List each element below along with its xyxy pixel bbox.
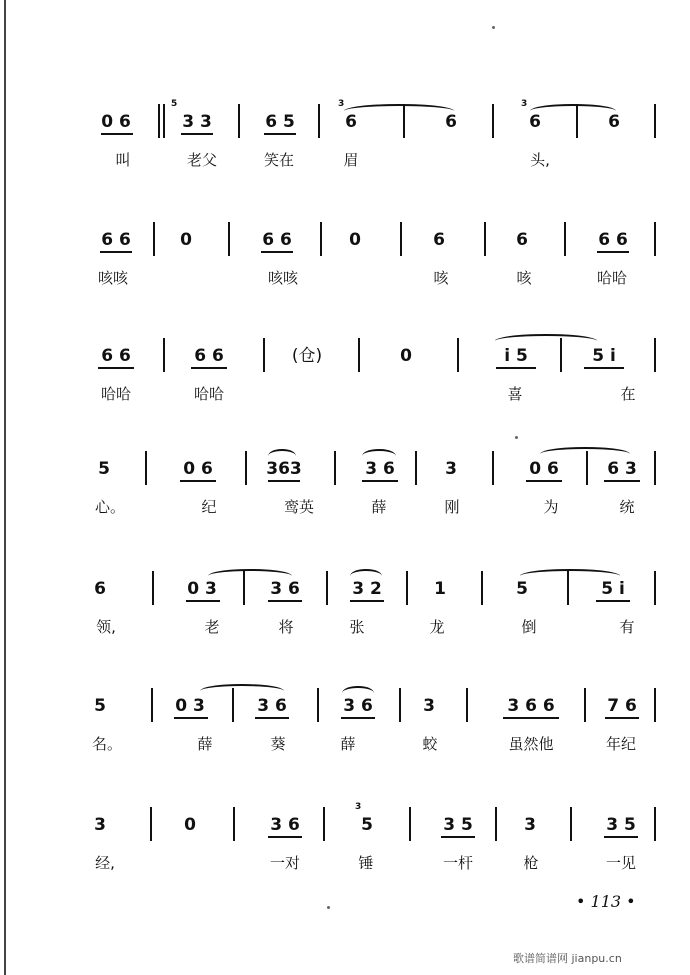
score-row-7 — [0, 802, 690, 895]
bar-line — [654, 104, 656, 138]
bar-line — [654, 807, 656, 841]
percussion-mark: (仓) — [291, 346, 323, 366]
lyric: 在 — [620, 385, 636, 403]
note: 6 — [608, 112, 620, 132]
note-group: 7 6 — [607, 696, 637, 716]
bar-line — [323, 807, 325, 841]
grace-note: 3 — [521, 99, 528, 109]
note-group: 3 5 — [606, 815, 636, 835]
slur-tie — [530, 104, 616, 118]
note: 5 — [94, 696, 106, 716]
lyric: 经, — [95, 854, 115, 872]
bar-line — [654, 571, 656, 605]
bar-line — [152, 571, 154, 605]
lyric: 统 — [619, 498, 635, 516]
lyric: 哈哈 — [100, 385, 132, 403]
note-group: 6 5 — [265, 112, 295, 132]
bar-line — [238, 104, 240, 138]
note: 3 — [445, 459, 457, 479]
score-row-4 — [0, 459, 690, 539]
lyric: 叫 — [115, 151, 131, 169]
lyric: 蛟 — [422, 735, 438, 753]
underline-beam — [100, 251, 132, 253]
bar-line — [158, 104, 160, 138]
note-group: 3 6 — [270, 815, 300, 835]
lyric: 薛 — [340, 735, 356, 753]
underline-beam — [180, 480, 216, 482]
lyric: 薛 — [197, 735, 213, 753]
underline-beam — [362, 480, 398, 482]
lyric: 头, — [530, 151, 550, 169]
note: 5 — [516, 579, 528, 599]
note-group: 0 6 — [183, 459, 213, 479]
underline-beam — [584, 367, 624, 369]
bar-line — [163, 338, 165, 372]
note-group: 3 2 — [352, 579, 382, 599]
bar-line — [492, 451, 494, 485]
note-group: 3 6 6 — [507, 696, 555, 716]
scan-speck — [515, 436, 518, 439]
lyric: 心。 — [94, 498, 126, 516]
underline-beam — [596, 600, 630, 602]
note-group: 6 6 — [101, 230, 131, 250]
note: 1 — [434, 579, 446, 599]
underline-beam — [268, 480, 300, 482]
bar-line — [481, 571, 483, 605]
bar-line — [232, 688, 234, 722]
bar-line — [243, 571, 245, 605]
bar-line — [320, 222, 322, 256]
note: 6 — [529, 112, 541, 132]
score-row-1 — [0, 99, 690, 192]
bar-line — [409, 807, 411, 841]
note-group: 6 3 — [607, 459, 637, 479]
bar-line — [233, 807, 235, 841]
score-row-6 — [0, 696, 690, 776]
underline-beam — [268, 836, 302, 838]
lyric: 为 — [543, 498, 559, 516]
note: 5 — [98, 459, 110, 479]
bar-line — [654, 451, 656, 485]
bar-line — [263, 338, 265, 372]
grace-note: 3 — [338, 99, 345, 109]
underline-beam — [174, 717, 208, 719]
underline-beam — [350, 600, 384, 602]
lyric: 枪 — [523, 854, 539, 872]
note: 0 — [180, 230, 192, 250]
lyric: 将 — [278, 618, 294, 636]
note-group: 0 3 — [187, 579, 217, 599]
bar-line — [654, 338, 656, 372]
lyric: 刚 — [444, 498, 460, 516]
note-group: 0 6 — [101, 112, 131, 132]
scan-speck — [327, 906, 330, 909]
bar-line — [403, 104, 405, 138]
lyric: 老父 — [186, 151, 218, 169]
bar-line — [406, 571, 408, 605]
bar-line — [484, 222, 486, 256]
note: 6 — [345, 112, 357, 132]
bar-line — [457, 338, 459, 372]
note: 0 — [184, 815, 196, 835]
note-group: 5 i — [601, 579, 625, 599]
page-number: • 113 • — [576, 892, 636, 911]
note-group: 3 3 — [182, 112, 212, 132]
underline-beam — [186, 600, 220, 602]
lyric: 龙 — [429, 618, 445, 636]
lyric: 老 — [204, 618, 220, 636]
lyric: 纪 — [201, 498, 217, 516]
lyric: 名。 — [91, 735, 123, 753]
note: 6 — [516, 230, 528, 250]
underline-beam — [261, 251, 293, 253]
lyric: 哈哈 — [193, 385, 225, 403]
bar-line — [245, 451, 247, 485]
underline-beam — [441, 836, 475, 838]
bar-line — [145, 451, 147, 485]
lyric: 咳咳 — [267, 269, 299, 287]
lyric: 领, — [96, 618, 116, 636]
note-group: 6 6 — [101, 346, 131, 366]
bar-line — [492, 104, 494, 138]
underline-beam — [268, 600, 302, 602]
lyric: 咳咳 — [97, 269, 129, 287]
lyric: 喜 — [507, 385, 523, 403]
lyric: 一对 — [269, 854, 301, 872]
score-row-3 — [0, 346, 690, 426]
note: 5 — [361, 815, 373, 835]
underline-beam — [604, 836, 638, 838]
bar-line — [495, 807, 497, 841]
note-group: 3 6 — [365, 459, 395, 479]
note-group: 3 6 — [343, 696, 373, 716]
grace-note: 5 — [171, 99, 178, 109]
note: 0 — [349, 230, 361, 250]
bar-line — [399, 688, 401, 722]
scan-speck — [492, 26, 495, 29]
lyric: 薛 — [371, 498, 387, 516]
bar-line — [415, 451, 417, 485]
underline-beam — [503, 717, 559, 719]
underline-beam — [496, 367, 536, 369]
underline-beam — [526, 480, 562, 482]
lyric: 一见 — [605, 854, 637, 872]
bar-line — [586, 451, 588, 485]
underline-beam — [341, 717, 375, 719]
lyric: 年纪 — [605, 735, 637, 753]
lyric: 咳 — [433, 269, 449, 287]
lyric: 虽然他 — [508, 735, 554, 753]
slur-tie — [344, 104, 454, 118]
bar-line — [466, 688, 468, 722]
underline-beam — [604, 480, 640, 482]
lyric: 倒 — [521, 618, 537, 636]
note-group: 0 6 — [529, 459, 559, 479]
lyric: 一杆 — [442, 854, 474, 872]
lyric: 张 — [349, 618, 365, 636]
bar-line — [576, 104, 578, 138]
lyric: 鸾英 — [283, 498, 315, 516]
note: 6 — [94, 579, 106, 599]
underline-beam — [181, 133, 213, 135]
note-group: 3 5 — [443, 815, 473, 835]
note-group: 6 6 — [262, 230, 292, 250]
grace-note: 3 — [355, 802, 362, 812]
score-row-5 — [0, 579, 690, 659]
bar-line — [584, 688, 586, 722]
underline-beam — [255, 717, 289, 719]
bar-line — [358, 338, 360, 372]
lyric: 有 — [619, 618, 635, 636]
note-group: i 5 — [504, 346, 528, 366]
score-row-2 — [0, 230, 690, 310]
lyric: 锤 — [358, 854, 374, 872]
note-group: 0 3 — [175, 696, 205, 716]
bar-line — [567, 571, 569, 605]
note-group: 3 6 — [257, 696, 287, 716]
note: 6 — [433, 230, 445, 250]
note: 6 — [445, 112, 457, 132]
bar-line — [150, 807, 152, 841]
underline-beam — [264, 133, 296, 135]
bar-line — [334, 451, 336, 485]
note-group: 363 — [266, 459, 302, 479]
note-group: 6 6 — [194, 346, 224, 366]
underline-beam — [191, 367, 227, 369]
bar-line — [654, 688, 656, 722]
note-group: 3 6 — [270, 579, 300, 599]
bar-line — [318, 104, 320, 138]
lyric: 笑在 — [263, 151, 295, 169]
bar-line — [400, 222, 402, 256]
underline-beam — [597, 251, 629, 253]
site-watermark: 歌谱简谱网 jianpu.cn — [513, 952, 622, 965]
lyric: 眉 — [343, 151, 359, 169]
lyric: 葵 — [270, 735, 286, 753]
note: 3 — [423, 696, 435, 716]
bar-line — [163, 104, 165, 138]
underline-beam — [98, 367, 134, 369]
bar-line — [151, 688, 153, 722]
lyric: 咳 — [516, 269, 532, 287]
bar-line — [326, 571, 328, 605]
bar-line — [317, 688, 319, 722]
note: 3 — [94, 815, 106, 835]
underline-beam — [101, 133, 133, 135]
bar-line — [560, 338, 562, 372]
note-group: 6 6 — [598, 230, 628, 250]
note: 0 — [400, 346, 412, 366]
bar-line — [570, 807, 572, 841]
note: 3 — [524, 815, 536, 835]
underline-beam — [605, 717, 639, 719]
note-group: 5 i — [592, 346, 616, 366]
bar-line — [654, 222, 656, 256]
lyric: 哈哈 — [596, 269, 628, 287]
bar-line — [228, 222, 230, 256]
bar-line — [153, 222, 155, 256]
bar-line — [564, 222, 566, 256]
